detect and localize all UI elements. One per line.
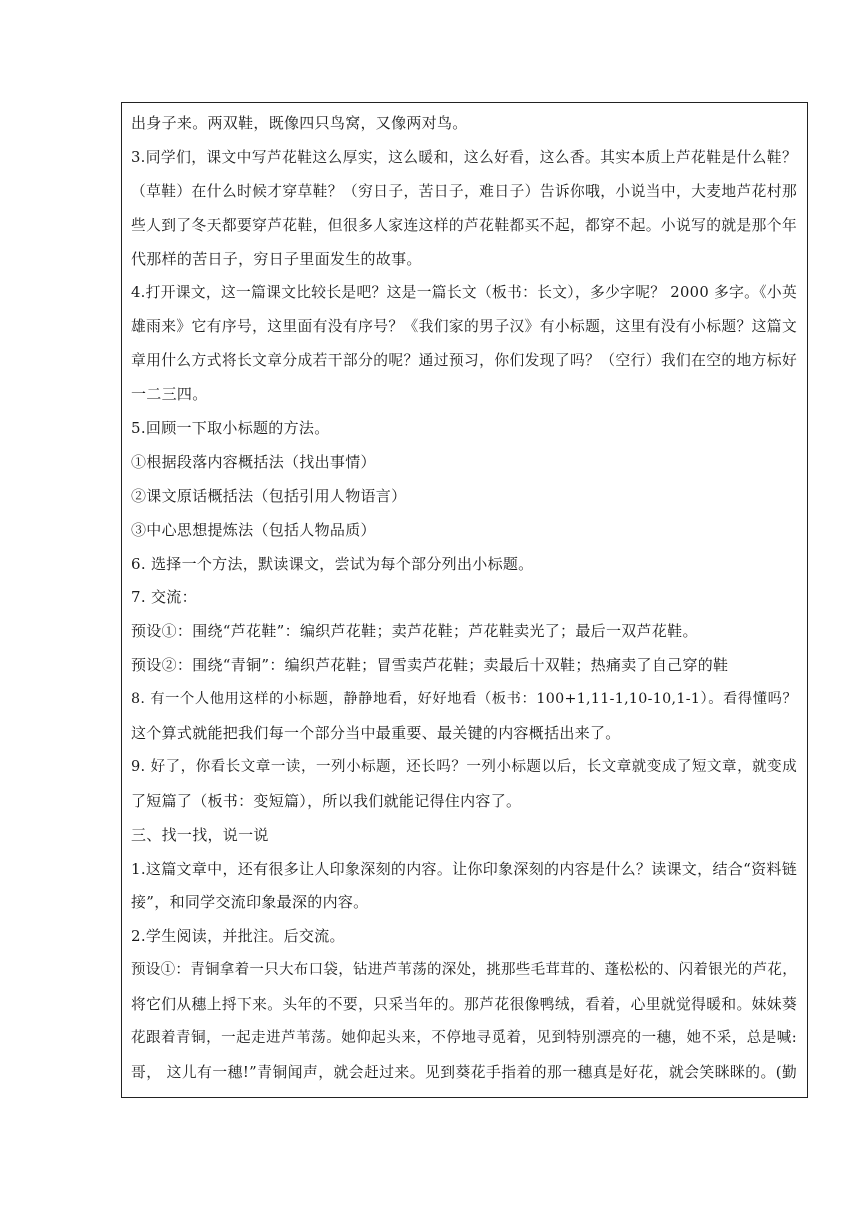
text-line: 章用什么方式将长文章分成若干部分的呢？通过预习，你们发现了吗？（空行）我们在空的地方标好	[131, 352, 797, 370]
text-line: 预设②：围绕“青铜”：编织芦花鞋；冒雪卖芦花鞋；卖最后十双鞋；热痛卖了自己穿的鞋	[131, 656, 729, 675]
text-line: 3.同学们，课文中写芦花鞋这么厚实，这么暖和，这么好看，这么香。其实本质上芦花鞋是什么鞋？	[131, 148, 797, 166]
text-line: 预设①：围绕“芦花鞋”：编织芦花鞋；卖芦花鞋；芦花鞋卖光了；最后一双芦花鞋。	[131, 622, 698, 641]
text-line: 6. 选择一个方法，默读课文，尝试为每个部分列出小标题。	[131, 554, 534, 573]
text-line: 9. 好了，你看长文章一读，一列小标题，还长吗？一列小标题以后，长文章就变成了短文章，就变成	[131, 758, 797, 775]
text-line: 了短篇了（板书：变短篇），所以我们就能记得住内容了。	[131, 791, 522, 810]
section-heading: 三、找一找，说一说	[131, 825, 269, 844]
text-line: 5.回顾一下取小标题的方法。	[131, 419, 330, 438]
text-line: 2.学生阅读，并批注。后交流。	[131, 927, 345, 946]
text-line: 些人到了冬天都要穿芦花鞋，但很多人家连这样的芦花鞋都买不起，都穿不起。小说写的就是那个年	[131, 216, 797, 234]
text-line: 这个算式就能把我们每一个部分当中最重要、最关键的内容概括出来了。	[131, 724, 621, 743]
text-line: 出身子来。两双鞋，既像四只鸟窝，又像两对鸟。	[131, 114, 468, 132]
text-line: （草鞋）在什么时候才穿草鞋？（穷日子，苦日子，难日子）告诉你哦，小说当中，大麦地芦花村那	[131, 182, 797, 200]
text-line: 花跟着青铜，一起走进芦苇荡。她仰起头来，不停地寻觅着，见到特别漂亮的一穗，她不采，总是喊:	[131, 1030, 797, 1047]
text-line: 代那样的苦日子，穷日子里面发生的故事。	[131, 249, 422, 268]
text-line: ③中心思想提炼法（包括人物品质）	[131, 520, 376, 539]
lesson-text	[131, 107, 797, 1090]
text-line: ②课文原话概括法（包括引用人物语言）	[131, 486, 407, 505]
text-line: 1.这篇文章中，还有很多让人印象深刻的内容。让你印象深刻的内容是什么？读课文，结合“资料链	[131, 859, 797, 878]
text-line: ①根据段落内容概括法（找出事情）	[131, 452, 376, 471]
text-line: 一二三四。	[131, 385, 208, 404]
text-line: 接”，和同学交流印象最深的内容。	[131, 893, 369, 912]
text-line: 将它们从穗上捋下来。头年的不要，只采当年的。那芦花很像鸭绒，看着，心里就觉得暖和。妹妹葵	[131, 996, 797, 1014]
text-line: 4.打开课文，这一篇课文比较长是吧？这是一篇长文（板书：长文），多少字呢？ 2000 多字。《小英	[131, 284, 797, 302]
text-line: 哥， 这儿有一穗!”青铜闻声，就会赶过来。见到葵花手指着的那一穗真是好花，就会笑眯眯的。(勤	[131, 1063, 797, 1081]
text-line: 7. 交流：	[131, 588, 197, 607]
text-line: 预设①：青铜拿着一只大布口袋，钻进芦苇荡的深处，挑那些毛茸茸的、蓬松松的、闪着银光的芦花，	[131, 962, 797, 979]
text-line: 8. 有一个人他用这样的小标题，静静地看，好好地看（板书：100+1,11-1,10-10,1-1）。看得懂吗？	[131, 691, 797, 708]
text-line: 雄雨来》它有序号，这里面有没有序号？《我们家的男子汉》有小标题，这里有没有小标题？这篇文	[131, 318, 797, 336]
